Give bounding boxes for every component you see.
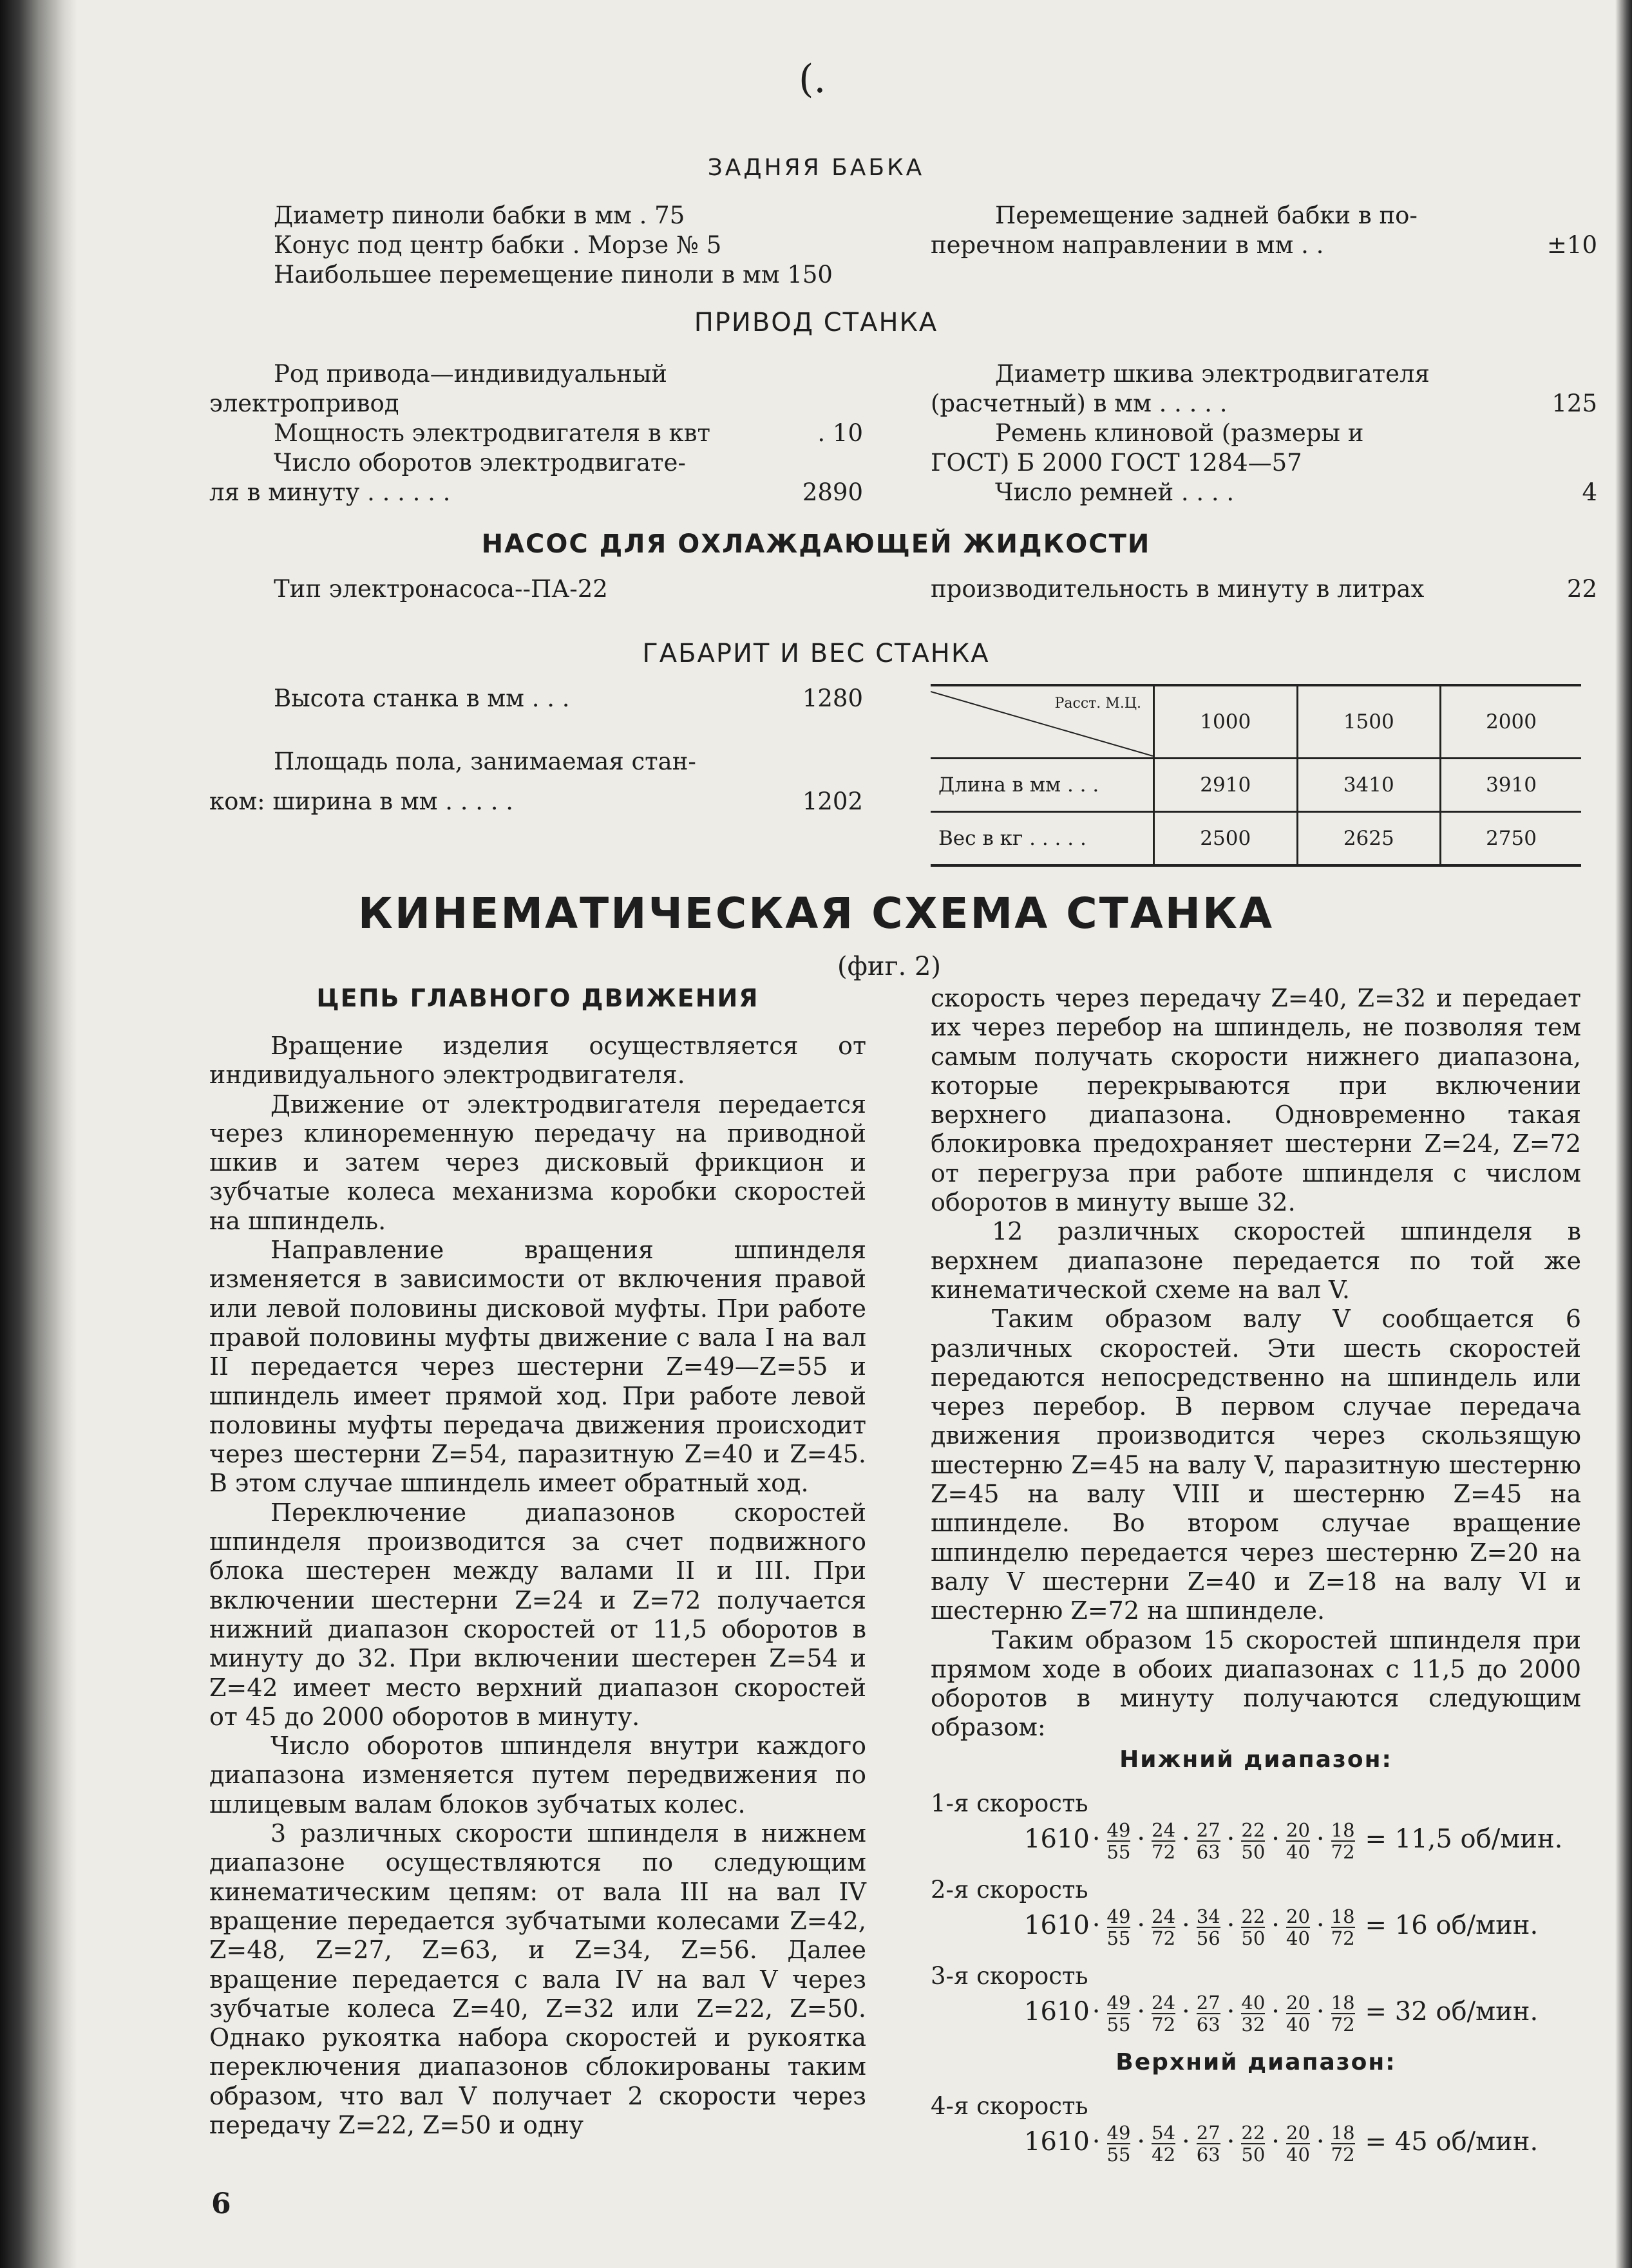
gear-ratio-fraction xyxy=(1107,1906,1131,1949)
drive-spec-7: (расчетный) в мм . . . . . xyxy=(931,390,1228,417)
fraction-denominator: 55 xyxy=(1106,2014,1131,2036)
pump-title: НАСОС ДЛЯ ОХЛАЖДАЮЩЕЙ ЖИДКОСТИ xyxy=(481,529,1151,559)
table-header-2000: 2000 xyxy=(1441,686,1581,759)
multiply-dot: · xyxy=(1182,1997,1190,2027)
fraction-numerator: 18 xyxy=(1331,2122,1355,2144)
fraction-denominator: 50 xyxy=(1241,1841,1266,1863)
gear-ratio-fraction xyxy=(1241,1992,1265,2035)
gear-ratio-fraction xyxy=(1286,1820,1310,1862)
multiply-dot: · xyxy=(1271,1824,1280,1854)
fraction-numerator: 22 xyxy=(1241,1819,1266,1841)
formula-coefficient: 1610 xyxy=(1024,2127,1090,2157)
gear-ratio-fraction xyxy=(1286,1992,1310,2035)
gear-ratio-fraction xyxy=(1197,2122,1220,2165)
fraction-denominator: 55 xyxy=(1106,2144,1131,2166)
fraction-numerator: 54 xyxy=(1152,2122,1176,2144)
page-number: 6 xyxy=(211,2188,231,2220)
fraction-numerator: 27 xyxy=(1196,1992,1220,2014)
left-column xyxy=(209,1032,866,2140)
main-motion-subtitle: ЦЕПЬ ГЛАВНОГО ДВИЖЕНИЯ xyxy=(316,984,759,1012)
multiply-dot: · xyxy=(1182,1911,1190,1940)
fraction-numerator: 20 xyxy=(1286,1905,1310,1927)
gear-ratio-fraction xyxy=(1241,1906,1265,1949)
multiply-dot: · xyxy=(1316,2127,1325,2157)
fraction-numerator: 34 xyxy=(1196,1905,1220,1927)
table-corner-cell xyxy=(931,686,1154,759)
tailstock-spec-2: Конус под центр бабки . Морзе № 5 xyxy=(274,231,722,259)
gear-ratio-fraction xyxy=(1286,2122,1310,2165)
speed-label: 1-я скорость xyxy=(931,1790,1088,1817)
paragraph: Таким образом валу V сообщается 6 различных скоростей. Эти шесть скоростей передаются непосредственно на шпиндель или через перебор. В первом случае передача движения производится через скользящую шестерню Z=45 на валу V, паразитную шестерню Z=45 на валу VIII и шестерню Z=45 на шпинделе. Во втором случае вращение шпинделю передается через шестерню Z=20 на валу V шестерни Z=40 и Z=18 на валу VI и шестерню Z=72 на шпинделе. xyxy=(931,1305,1581,1625)
dims-width: ком: ширина в мм . . . . . xyxy=(209,788,514,815)
fraction-numerator: 20 xyxy=(1286,1819,1310,1841)
dims-area: Площадь пола, занимаемая стан- xyxy=(274,748,696,775)
drive-spec-6: Диаметр шкива электродвигателя xyxy=(995,360,1430,388)
upper-range-title: Верхний диапазон: xyxy=(1115,2049,1396,2075)
top-mark: (. xyxy=(799,57,826,102)
paragraph: Движение от электродвигателя передается через клиноременную передачу на приводной шкив и затем через дисковый фрикцион и зубчатые колеса механизма коробки скоростей на шпиндель. xyxy=(209,1090,866,1235)
speed-formula xyxy=(1024,1820,1562,1862)
fraction-numerator: 20 xyxy=(1286,1992,1310,2014)
speed-formula xyxy=(1024,2122,1538,2165)
fraction-denominator: 72 xyxy=(1152,1927,1176,1949)
fraction-denominator: 72 xyxy=(1331,2144,1355,2166)
row-label-weight: Вес в кг . . . . . xyxy=(931,812,1154,865)
fraction-numerator: 27 xyxy=(1196,2122,1220,2144)
formula-coefficient: 1610 xyxy=(1024,1997,1090,2027)
fraction-denominator: 40 xyxy=(1286,1841,1310,1863)
tailstock-spec-4: Перемещение задней бабки в по- xyxy=(995,202,1418,229)
table-cell: 2500 xyxy=(1154,812,1298,865)
table-cell: 2625 xyxy=(1297,812,1441,865)
table-cell: 2750 xyxy=(1441,812,1581,865)
fraction-numerator: 24 xyxy=(1152,1905,1176,1927)
multiply-dot: · xyxy=(1316,1824,1325,1854)
gear-ratio-fraction xyxy=(1331,1906,1355,1949)
multiply-dot: · xyxy=(1137,1997,1146,2027)
table-cell: 3910 xyxy=(1441,759,1581,812)
paragraph: скорость через передачу Z=40, Z=32 и передает их через перебор на шпиндель, не позволяя тем самым получать скорости нижнего диапазона, которые перекрываются при включении верхнего диапазона. Одновременно такая блокировка предохраняет шестерни Z=24, Z=72 от перегруза при работе шпинделя с числом оборотов в минуту выше 32. xyxy=(931,984,1581,1217)
gear-ratio-fraction xyxy=(1331,1992,1355,2035)
fraction-denominator: 72 xyxy=(1331,2014,1355,2036)
dims-width-value: 1202 xyxy=(802,788,863,815)
figure-reference: (фиг. 2) xyxy=(837,952,942,981)
fraction-denominator: 63 xyxy=(1196,2144,1220,2166)
fraction-numerator: 49 xyxy=(1106,1819,1131,1841)
multiply-dot: · xyxy=(1137,1911,1146,1940)
drive-spec-3: Мощность электродвигателя в квт xyxy=(274,419,710,447)
table-header-row xyxy=(931,686,1581,759)
tailstock-spec-1: Диаметр пиноли бабки в мм . 75 xyxy=(274,202,685,229)
fraction-numerator: 20 xyxy=(1286,2122,1310,2144)
paragraph: 12 различных скоростей шпинделя в верхнем диапазоне передается по той же кинематической схеме на вал V. xyxy=(931,1217,1581,1304)
page-edge-shadow xyxy=(1615,0,1632,2268)
formula-result: = 45 об/мин. xyxy=(1365,2127,1539,2157)
formula-coefficient: 1610 xyxy=(1024,1824,1090,1854)
fraction-denominator: 63 xyxy=(1196,1841,1220,1863)
corner-label: Расст. М.Ц. xyxy=(1054,695,1141,712)
drive-spec-9: ГОСТ) Б 2000 ГОСТ 1284—57 xyxy=(931,449,1302,477)
fraction-numerator: 18 xyxy=(1331,1992,1355,2014)
speed-formula xyxy=(1024,1992,1538,2035)
gear-ratio-fraction xyxy=(1107,2122,1131,2165)
fraction-denominator: 72 xyxy=(1331,1927,1355,1949)
paragraph: Переключение диапазонов скоростей шпинделя производится за счет подвижного блока шестерен между валами II и III. При включении шестерни Z=24 и Z=72 получается нижний диапазон скоростей от 11,5 оборотов в минуту до 32. При включении шестерен Z=54 и Z=42 имеет место верхний диапазон скоростей от 45 до 2000 оборотов в минуту. xyxy=(209,1498,866,1731)
formula-coefficient: 1610 xyxy=(1024,1911,1090,1940)
table-cell: 2910 xyxy=(1154,759,1298,812)
fraction-denominator: 72 xyxy=(1152,1841,1176,1863)
table-row xyxy=(931,812,1581,865)
gear-ratio-fraction xyxy=(1197,1992,1220,2035)
multiply-dot: · xyxy=(1092,1997,1101,2027)
fraction-denominator: 42 xyxy=(1152,2144,1176,2166)
fraction-numerator: 22 xyxy=(1241,2122,1266,2144)
gear-ratio-fraction xyxy=(1197,1906,1220,1949)
fraction-denominator: 63 xyxy=(1196,2014,1220,2036)
drive-spec-8: Ремень клиновой (размеры и xyxy=(995,419,1364,447)
fraction-denominator: 50 xyxy=(1241,2144,1266,2166)
fraction-numerator: 40 xyxy=(1241,1992,1266,2014)
formula-result: = 11,5 об/мин. xyxy=(1365,1824,1563,1854)
kinematic-title: КИНЕМАТИЧЕСКАЯ СХЕМА СТАНКА xyxy=(357,889,1275,938)
fraction-denominator: 72 xyxy=(1152,2014,1176,2036)
fraction-numerator: 22 xyxy=(1241,1905,1266,1927)
fraction-denominator: 50 xyxy=(1241,1927,1266,1949)
drive-spec-4: Число оборотов электродвигате- xyxy=(274,449,686,477)
drive-spec-2: электропривод xyxy=(209,390,399,417)
tailstock-spec-3: Наибольшее перемещение пиноли в мм 150 xyxy=(274,261,833,288)
gear-ratio-fraction xyxy=(1286,1906,1310,1949)
fraction-denominator: 32 xyxy=(1241,2014,1266,2036)
fraction-numerator: 49 xyxy=(1106,1905,1131,1927)
formula-result: = 32 об/мин. xyxy=(1365,1997,1539,2027)
paragraph: Направление вращения шпинделя изменяется в зависимости от включения правой или левой половины дисковой муфты. При работе правой половины муфты движение с вала I на вал II передается через шестерни Z=49—Z=55 и шпиндель имеет прямой ход. При работе левой половины муфты передача движения происходит через шестерни Z=54, паразитную Z=40 и Z=45. В этом случае шпиндель имеет обратный ход. xyxy=(209,1236,866,1498)
speed-formula xyxy=(1024,1906,1538,1949)
gear-ratio-fraction xyxy=(1241,1820,1265,1862)
drive-spec-3-value: . 10 xyxy=(817,419,863,447)
fraction-numerator: 18 xyxy=(1331,1819,1355,1841)
multiply-dot: · xyxy=(1092,1911,1101,1940)
weights-table-frame xyxy=(931,684,1581,867)
fraction-numerator: 24 xyxy=(1152,1992,1176,2014)
gear-ratio-fraction xyxy=(1331,1820,1355,1862)
formula-result: = 16 об/мин. xyxy=(1365,1911,1539,1940)
lower-range-title: Нижний диапазон: xyxy=(1119,1746,1392,1773)
fraction-denominator: 55 xyxy=(1106,1841,1131,1863)
fraction-numerator: 49 xyxy=(1106,2122,1131,2144)
multiply-dot: · xyxy=(1271,1911,1280,1940)
gear-ratio-fraction xyxy=(1241,2122,1265,2165)
drive-spec-5-value: 2890 xyxy=(802,478,863,506)
paragraph: 3 различных скорости шпинделя в нижнем диапазоне осуществляются по следующим кинематическим цепям: от вала III на вал IV вращение передается зубчатыми колесами Z=42, Z=48, Z=27, Z=63, и Z=34, Z=56. Далее вращение передается с вала IV на вал V через зубчатые колеса Z=40, Z=32 или Z=22, Z=50. Однако рукоятка набора скоростей и рукоятка переключения диапазонов сблокированы таким образом, что вал V получает 2 скорости через передачу Z=22, Z=50 и одну xyxy=(209,1819,866,2139)
paragraph: Число оборотов шпинделя внутри каждого диапазона изменяется путем передвижения по шлицевым валам блоков зубчатых колес. xyxy=(209,1732,866,1819)
dims-title: ГАБАРИТ И ВЕС СТАНКА xyxy=(642,639,990,668)
gear-ratio-fraction xyxy=(1107,1820,1131,1862)
multiply-dot: · xyxy=(1226,1997,1235,2027)
fraction-numerator: 24 xyxy=(1152,1819,1176,1841)
table-row xyxy=(931,759,1581,812)
weights-table xyxy=(931,686,1581,864)
tailstock-spec-5-value: ±10 xyxy=(1546,231,1597,259)
drive-spec-5: ля в минуту . . . . . . xyxy=(209,478,451,506)
speed-label: 3-я скорость xyxy=(931,1962,1088,1990)
drive-spec-7-value: 125 xyxy=(1551,390,1597,417)
multiply-dot: · xyxy=(1271,2127,1280,2157)
gear-ratio-fraction xyxy=(1197,1820,1220,1862)
tailstock-spec-5: перечном направлении в мм . . xyxy=(931,231,1324,259)
pump-type: Тип электронасоса--ПА-22 xyxy=(274,575,608,603)
multiply-dot: · xyxy=(1271,1997,1280,2027)
multiply-dot: · xyxy=(1226,2127,1235,2157)
table-cell: 3410 xyxy=(1297,759,1441,812)
table-header-1000: 1000 xyxy=(1154,686,1298,759)
pump-capacity-value: 22 xyxy=(1566,575,1597,603)
multiply-dot: · xyxy=(1182,2127,1190,2157)
gear-ratio-fraction xyxy=(1152,1992,1175,2035)
book-spine-shadow xyxy=(0,0,77,2268)
multiply-dot: · xyxy=(1137,1824,1146,1854)
paragraph: Таким образом 15 скоростей шпинделя при прямом ходе в обоих диапазонах с 11,5 до 2000 оборотов в минуту получаются следующим образом: xyxy=(931,1625,1581,1742)
multiply-dot: · xyxy=(1316,1911,1325,1940)
fraction-denominator: 40 xyxy=(1286,2014,1310,2036)
fraction-denominator: 40 xyxy=(1286,2144,1310,2166)
fraction-numerator: 18 xyxy=(1331,1905,1355,1927)
speed-label: 2-я скорость xyxy=(931,1876,1088,1904)
fraction-denominator: 56 xyxy=(1196,1927,1220,1949)
gear-ratio-fraction xyxy=(1152,1820,1175,1862)
gear-ratio-fraction xyxy=(1331,2122,1355,2165)
right-column xyxy=(931,984,1581,1743)
multiply-dot: · xyxy=(1226,1824,1235,1854)
drive-spec-10-value: 4 xyxy=(1582,478,1597,506)
multiply-dot: · xyxy=(1226,1911,1235,1940)
gear-ratio-fraction xyxy=(1107,1992,1131,2035)
drive-spec-1: Род привода—индивидуальный xyxy=(274,360,667,388)
gear-ratio-fraction xyxy=(1152,2122,1175,2165)
fraction-denominator: 55 xyxy=(1106,1927,1131,1949)
table-header-1500: 1500 xyxy=(1297,686,1441,759)
multiply-dot: · xyxy=(1182,1824,1190,1854)
row-label-length: Длина в мм . . . xyxy=(931,759,1154,812)
drive-spec-10: Число ремней . . . . xyxy=(995,478,1235,506)
tailstock-title: ЗАДНЯЯ БАБКА xyxy=(707,155,925,181)
gear-ratio-fraction xyxy=(1152,1906,1175,1949)
pump-capacity-label: производительность в минуту в литрах xyxy=(931,575,1425,603)
dims-height-value: 1280 xyxy=(802,685,863,712)
fraction-denominator: 40 xyxy=(1286,1927,1310,1949)
multiply-dot: · xyxy=(1137,2127,1146,2157)
multiply-dot: · xyxy=(1092,1824,1101,1854)
speed-label: 4-я скорость xyxy=(931,2092,1088,2120)
dims-height: Высота станка в мм . . . xyxy=(274,685,570,712)
fraction-numerator: 27 xyxy=(1196,1819,1220,1841)
drive-title: ПРИВОД СТАНКА xyxy=(694,308,938,337)
paragraph: Вращение изделия осуществляется от индивидуального электродвигателя. xyxy=(209,1032,866,1090)
multiply-dot: · xyxy=(1092,2127,1101,2157)
multiply-dot: · xyxy=(1316,1997,1325,2027)
fraction-numerator: 49 xyxy=(1106,1992,1131,2014)
fraction-denominator: 72 xyxy=(1331,1841,1355,1863)
